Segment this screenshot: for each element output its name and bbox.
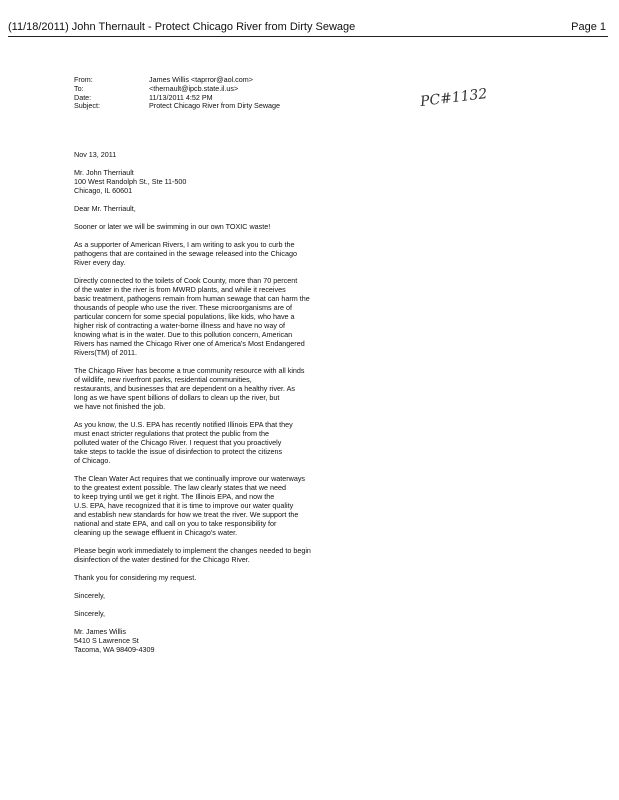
- text-line: of the water in the river is from MWRD plants, and while it receives: [74, 285, 286, 294]
- text-line: As you know, the U.S. EPA has recently notified Illinois EPA that they: [74, 420, 293, 429]
- text-line: The Chicago River has become a true community resource with all kinds: [74, 366, 305, 375]
- meta-value: 11/13/2011 4:52 PM: [149, 92, 213, 102]
- address-line: Mr. John Therriault: [74, 168, 134, 177]
- signature-line: 5410 S Lawrence St: [74, 636, 139, 645]
- signature-block: [74, 627, 544, 654]
- text-line: long as we have spent billions of dollars to clean up the river, but: [74, 393, 280, 402]
- paragraph: [74, 366, 544, 411]
- signature-line: Tacoma, WA 98409-4309: [74, 645, 155, 654]
- meta-label: Date:: [74, 92, 92, 102]
- letter-body: [74, 150, 544, 663]
- text-line: polluted water of the Chicago River. I request that you proactively: [74, 438, 282, 447]
- text-line: Directly connected to the toilets of Cook County, more than 70 percent: [74, 276, 298, 285]
- text-line: River every day.: [74, 258, 126, 267]
- text-line: must enact stricter regulations that protect the public from the: [74, 429, 269, 438]
- meta-label: To:: [74, 83, 84, 93]
- page-number: Page 1: [571, 21, 606, 33]
- text-line: Sooner or later we will be swimming in our own TOXIC waste!: [74, 222, 271, 231]
- paragraph: [74, 222, 544, 231]
- salutation: Dear Mr. Therriault,: [74, 204, 136, 213]
- text-line: Sincerely,: [74, 591, 106, 600]
- address-line: 100 West Randolph St., Ste 11-500: [74, 177, 187, 186]
- handwritten-stamp: PC#1132: [419, 85, 489, 111]
- letter-date: Nov 13, 2011: [74, 150, 117, 159]
- paragraph: [74, 420, 544, 465]
- text-line: knowing what is in the water. Due to this pollution concern, American: [74, 330, 293, 339]
- signature-line: Mr. James Willis: [74, 627, 126, 636]
- meta-value: Protect Chicago River from Dirty Sewage: [149, 101, 281, 111]
- text-line: Rivers has named the Chicago River one of America's Most Endangered: [74, 339, 305, 348]
- closing: [74, 591, 544, 600]
- text-line: to the greatest extent possible. The law clearly states that we need: [74, 483, 287, 492]
- text-line: national and state EPA, and call on you to take responsibility for: [74, 519, 277, 528]
- text-line: cleaning up the sewage effluent in Chicago's water.: [74, 528, 238, 537]
- text-line: Rivers(TM) of 2011.: [74, 348, 137, 357]
- print-header-title: (11/18/2011) John Thernault - Protect Chicago River from Dirty Sewage: [8, 21, 356, 33]
- text-line: pathogens that are contained in the sewage released into the Chicago: [74, 249, 297, 258]
- text-line: we have not finished the job.: [74, 402, 166, 411]
- text-line: take steps to tackle the issue of disinfection to protect the citizens: [74, 447, 283, 456]
- print-header: [8, 20, 608, 37]
- text-line: U.S. EPA, have recognized that it is time to improve our water quality: [74, 501, 294, 510]
- text-line: restaurants, and businesses that are dependent on a healthy river. As: [74, 384, 295, 393]
- text-line: and establish new standards for how we treat the river. We support the: [74, 510, 299, 519]
- text-line: higher risk of contracting a water-borne illness and have no way of: [74, 321, 285, 330]
- text-line: particular concern for some special populations, like kids, who have a: [74, 312, 295, 321]
- paragraph: [74, 276, 544, 357]
- address-line: Chicago, IL 60601: [74, 186, 133, 195]
- paragraph: [74, 240, 544, 267]
- text-line: of Chicago.: [74, 456, 111, 465]
- text-line: Thank you for considering my request.: [74, 573, 197, 582]
- meta-label: From:: [74, 75, 93, 84]
- text-line: The Clean Water Act requires that we continually improve our waterways: [74, 474, 306, 483]
- text-line: to keep trying until we get it right. The Illinois EPA, and now the: [74, 492, 275, 501]
- email-metadata: [74, 76, 280, 111]
- text-line: of wildlife, new riverfront parks, residential communities,: [74, 375, 252, 384]
- meta-value: James Willis <taprror@aol.com>: [149, 75, 253, 84]
- meta-subject: [74, 102, 280, 111]
- text-line: Sincerely,: [74, 609, 106, 618]
- text-line: thousands of people who use the river. These microorganisms are of: [74, 303, 293, 312]
- meta-value: <thernault@ipcb.state.il.us>: [149, 83, 239, 93]
- text-line: As a supporter of American Rivers, I am writing to ask you to curb the: [74, 240, 295, 249]
- closing: [74, 609, 544, 618]
- text-line: disinfection of the water destined for the Chicago River.: [74, 555, 250, 564]
- paragraph: [74, 474, 544, 537]
- paragraph: [74, 546, 544, 564]
- paragraph: [74, 573, 544, 582]
- text-line: Please begin work immediately to implement the changes needed to begin: [74, 546, 311, 555]
- recipient-address: [74, 168, 544, 195]
- text-line: basic treatment, pathogens remain from human sewage that can harm the: [74, 294, 310, 303]
- meta-label: Subject:: [74, 101, 100, 111]
